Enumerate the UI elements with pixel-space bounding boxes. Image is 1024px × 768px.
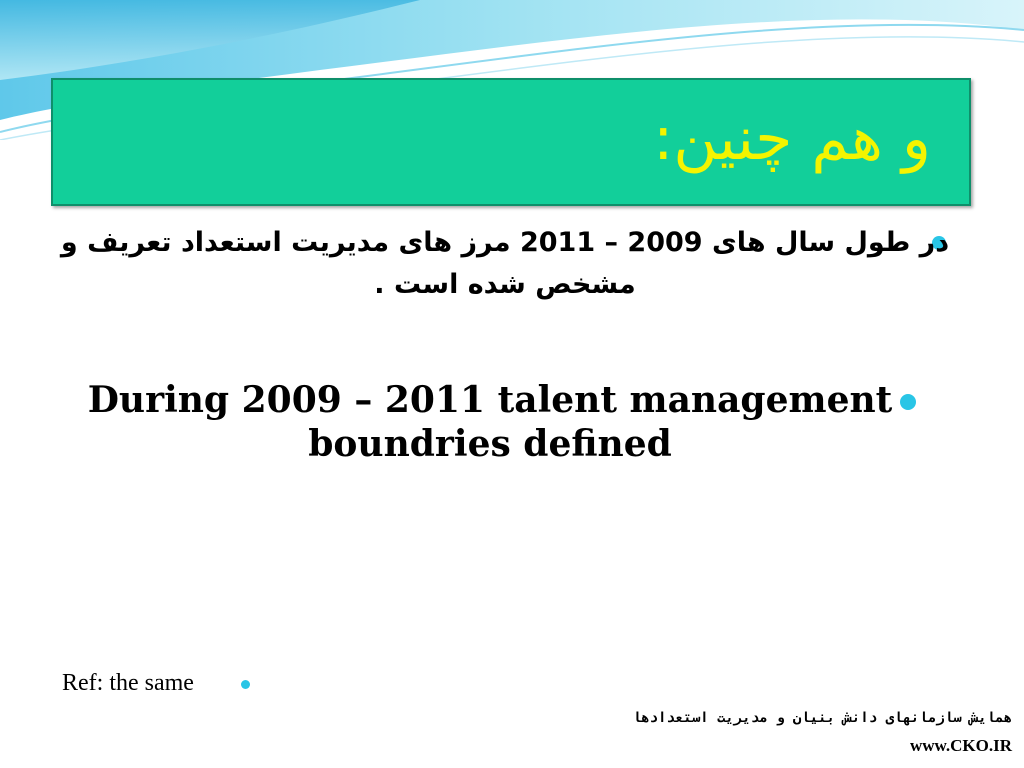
bullet-dot-icon — [241, 680, 250, 689]
footer-conference-text: همایش سازمانهای دانش بنیان و مدیریت استعدادها — [632, 710, 1012, 726]
slide-title: و هم چنین: — [653, 104, 931, 174]
title-box — [51, 78, 971, 206]
reference-text: Ref: the same — [62, 670, 194, 696]
persian-bullet-text: در طول سال های 2009 – 2011 مرز های مدیریت استعداد تعریف و مشخص شده است . — [60, 227, 950, 300]
english-bullet-text: During 2009 – 2011 talent management boundries defined — [87, 379, 893, 465]
footer-url: www.CKO.IR — [909, 736, 1012, 755]
